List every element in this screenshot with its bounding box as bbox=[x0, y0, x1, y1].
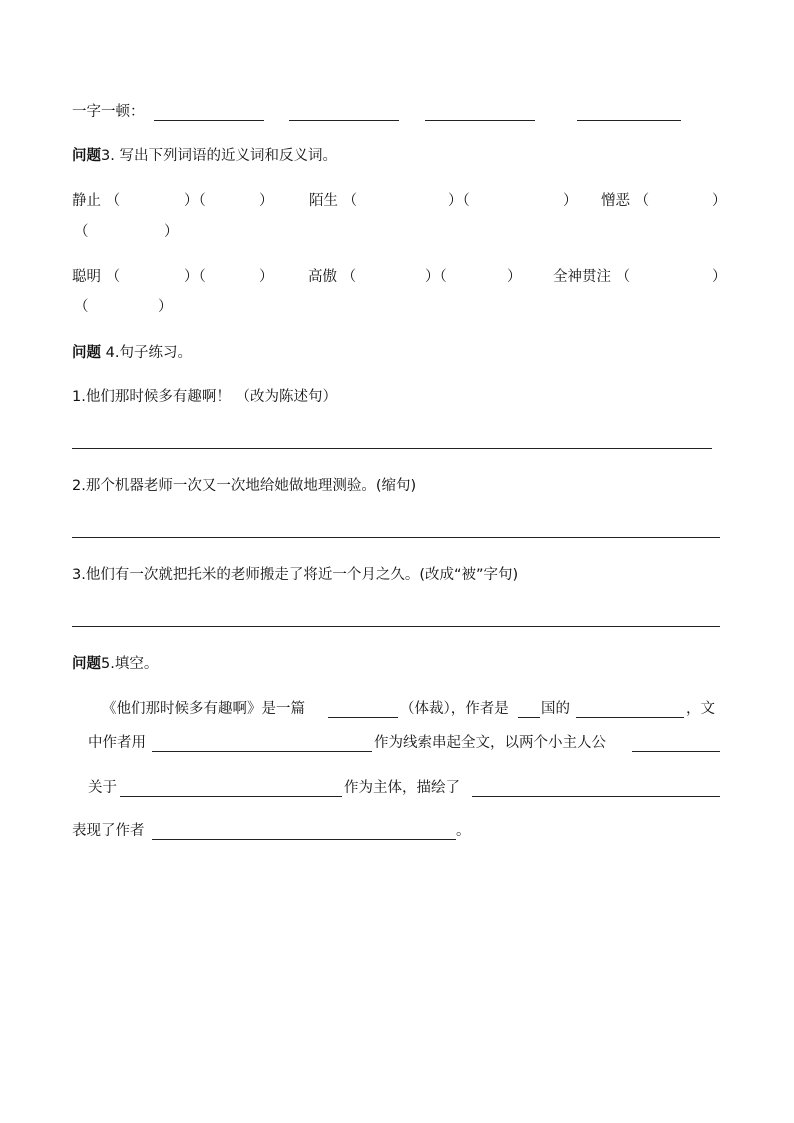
q5-blank-protagonists[interactable] bbox=[632, 733, 720, 752]
q5-p3b: 作为主体，描绘了 bbox=[344, 780, 460, 796]
q5-num: 5. bbox=[101, 656, 115, 672]
q5-blank-author[interactable] bbox=[576, 699, 684, 718]
q3-title bbox=[72, 146, 337, 166]
q5-p1a: 《他们那时候多有趣啊》是一篇 bbox=[102, 701, 305, 717]
q5-line-1 bbox=[0, 699, 794, 723]
q5-p1c: 国的 bbox=[541, 701, 570, 717]
q4-instruction: 句子练习。 bbox=[119, 345, 192, 361]
word-quanshen-end: ） bbox=[712, 269, 727, 285]
q5-blank-country[interactable] bbox=[518, 699, 540, 718]
word-gaoao-mid: ）（ bbox=[425, 269, 447, 285]
word-zengwu-2-close: ） bbox=[164, 224, 179, 240]
word-zengwu: 憎恶 （ bbox=[601, 193, 650, 209]
q3-line1-cont bbox=[0, 222, 794, 246]
word-zengwu-2-open: （ bbox=[74, 224, 89, 240]
q4-answer-line-1[interactable] bbox=[72, 448, 712, 449]
word-quanshen: 全神贯注 （ bbox=[553, 269, 631, 285]
word-gaoao-end: ） bbox=[507, 269, 522, 285]
q4-answer-line-2[interactable] bbox=[72, 537, 720, 538]
q4-s1-text: 1.他们那时候多有趣啊！ （改为陈述句） bbox=[72, 389, 337, 405]
q5-heading bbox=[0, 654, 794, 678]
q4-num: 4. bbox=[105, 345, 120, 361]
word-jingzhi-mid: ）（ bbox=[184, 193, 206, 209]
q5-line-2 bbox=[0, 733, 794, 757]
q5-p3a: 关于 bbox=[88, 780, 117, 796]
q4-sentence-1 bbox=[0, 387, 794, 411]
q5-blank-depict[interactable] bbox=[472, 778, 720, 797]
pause-blank-2[interactable] bbox=[289, 102, 399, 121]
pause-label: 一字一顿： bbox=[72, 104, 145, 120]
q3-line1 bbox=[0, 191, 794, 215]
q3-num: 3. bbox=[101, 148, 115, 164]
word-mosheng-end: ） bbox=[563, 193, 578, 209]
word-quanshen-2-close: ） bbox=[158, 299, 173, 315]
word-jingzhi: 静止 （ bbox=[72, 193, 121, 209]
q4-title bbox=[72, 343, 192, 363]
q5-blank-subject[interactable] bbox=[120, 778, 342, 797]
q4-s3-text: 3.他们有一次就把托米的老师搬走了将近一个月之久。(改成“被”字句) bbox=[72, 567, 519, 583]
q5-p4b: 。 bbox=[456, 823, 471, 839]
q5-blank-clue[interactable] bbox=[152, 733, 372, 752]
q3-line2 bbox=[0, 267, 794, 291]
q5-p1d: ，文 bbox=[686, 701, 715, 717]
pause-blank-4[interactable] bbox=[577, 102, 681, 121]
q5-blank-express[interactable] bbox=[152, 821, 456, 840]
q5-p1b: （体裁），作者是 bbox=[400, 701, 509, 717]
q4-heading bbox=[0, 343, 794, 367]
q5-p4a: 表现了作者 bbox=[72, 823, 145, 839]
q5-line-4 bbox=[0, 821, 794, 845]
q3-instruction: 写出下列词语的近义词和反义词。 bbox=[119, 148, 337, 164]
word-quanshen-2-open: （ bbox=[74, 299, 89, 315]
word-congming-end: ） bbox=[259, 269, 274, 285]
word-jingzhi-end: ） bbox=[259, 193, 274, 209]
q4-sentence-3 bbox=[0, 565, 794, 589]
q3-line2-cont bbox=[0, 297, 794, 321]
word-mosheng-mid: ）（ bbox=[448, 193, 470, 209]
q4-s2-text: 2.那个机器老师一次又一次地给她做地理测验。(缩句) bbox=[72, 478, 417, 494]
q3-prefix: 问题 bbox=[72, 148, 101, 164]
pause-blank-3[interactable] bbox=[425, 102, 535, 121]
word-congming-mid: ）（ bbox=[184, 269, 206, 285]
word-zengwu-end: ） bbox=[712, 193, 727, 209]
word-mosheng: 陌生 （ bbox=[309, 193, 358, 209]
q5-instruction: 填空。 bbox=[114, 656, 159, 672]
word-gaoao: 高傲 （ bbox=[308, 269, 357, 285]
q5-blank-genre[interactable] bbox=[328, 699, 398, 718]
q4-prefix: 问题 bbox=[72, 345, 101, 361]
pause-blank-1[interactable] bbox=[154, 102, 264, 121]
q5-line-3 bbox=[0, 778, 794, 802]
q3-heading bbox=[0, 146, 794, 170]
word-congming: 聪明 （ bbox=[72, 269, 121, 285]
q5-title bbox=[72, 654, 158, 674]
q4-sentence-2 bbox=[0, 476, 794, 500]
q5-p2a: 中作者用 bbox=[88, 735, 146, 751]
q4-answer-line-3[interactable] bbox=[72, 626, 720, 627]
q5-prefix: 问题 bbox=[72, 656, 101, 672]
pause-row bbox=[0, 102, 794, 126]
q5-p2b: 作为线索串起全文，以两个小主人公 bbox=[374, 735, 606, 751]
